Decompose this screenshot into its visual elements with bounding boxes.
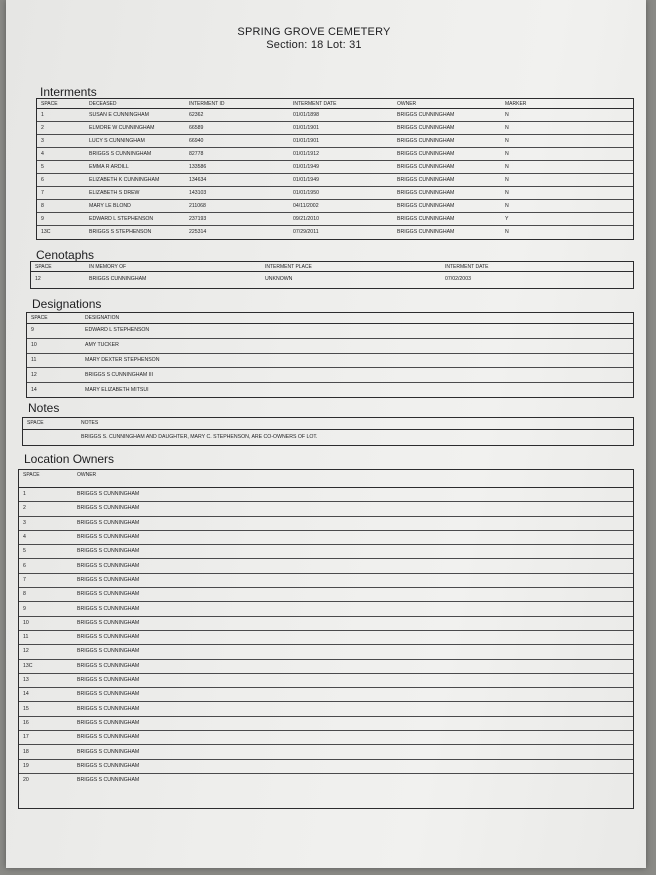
table-cell: 01/01/1901 [293,124,319,131]
space-cell: 9 [23,605,26,612]
space-cell: 9 [41,215,44,222]
table-cell: EDWARD L STEPHENSON [85,327,150,334]
table-cell: BRIGGS S CUNNINGHAM [77,591,140,598]
space-cell: 20 [23,777,29,784]
table-cell: BRIGGS CUNNINGHAM [397,111,455,118]
table-cell: UNKNOWN [265,276,293,282]
table-cell: 04/11/2002 [293,202,319,209]
table-cell: ELIZABETH K CUNNINGHAM [89,176,160,183]
space-cell: 12 [35,276,41,282]
table-cell: BRIGGS S CUNNINGHAM [77,491,140,498]
table-row [37,160,633,174]
table-cell: BRIGGS S CUNNINGHAM [77,576,140,583]
space-cell: 13C [23,662,33,669]
table-cell: 133586 [189,163,207,170]
space-cell: 3 [41,137,44,144]
interments-table [36,98,634,240]
table-cell: BRIGGS CUNNINGHAM [89,276,147,282]
space-cell: 17 [23,734,29,741]
table-row [19,702,633,717]
column-header: DECEASED [89,101,117,107]
interments-heading: Interments [40,85,97,99]
table-cell: 82778 [189,150,204,157]
table-row [19,616,633,631]
space-cell: 14 [23,691,29,698]
table-cell: BRIGGS CUNNINGHAM [397,163,455,170]
table-cell: BRIGGS S CUNNINGHAM [77,619,140,626]
table-cell: BRIGGS S CUNNINGHAM III [85,371,154,378]
table-row [37,199,633,213]
table-cell: N [505,163,509,170]
table-row [19,601,633,616]
table-cell: 01/01/1912 [293,150,319,157]
table-row [23,429,633,444]
table-cell: BRIGGS S CUNNINGHAM [77,777,140,784]
table-cell: BRIGGS S CUNNINGHAM [77,691,140,698]
table-cell: 01/01/1901 [293,137,319,144]
location-owners-heading: Location Owners [24,452,115,466]
table-row [19,644,633,659]
column-header: SPACE [35,264,52,270]
table-header [19,470,633,488]
column-header: DESIGNATION [85,315,120,321]
table-cell: 01/01/1898 [293,111,319,118]
table-cell: BRIGGS S STEPHENSON [89,228,152,235]
space-cell: 6 [41,176,44,183]
cenotaphs-heading: Cenotaphs [36,248,95,262]
column-header: SPACE [41,101,58,107]
space-cell: 11 [23,634,29,641]
space-cell: 1 [23,491,26,498]
table-cell: BRIGGS CUNNINGHAM [397,228,455,235]
table-cell: BRIGGS S CUNNINGHAM [77,519,140,526]
space-cell: 16 [23,719,29,726]
table-cell: EMMA R ARDILL [89,163,129,170]
table-row [19,516,633,531]
space-cell: 12 [23,648,29,655]
notes-heading: Notes [28,401,60,415]
document-page [6,0,646,868]
column-header: SPACE [31,315,48,321]
table-cell: BRIGGS CUNNINGHAM [397,176,455,183]
table-cell: 09/21/2010 [293,215,319,222]
table-cell: BRIGGS CUNNINGHAM [397,137,455,144]
space-cell: 8 [23,591,26,598]
table-cell: 225314 [189,228,207,235]
table-cell: ELIZABETH S DREW [89,189,140,196]
table-row [19,730,633,745]
space-cell: 9 [31,327,34,334]
table-cell: 211068 [189,202,206,209]
space-cell: 13C [41,228,51,235]
column-header: INTERMENT DATE [293,101,337,107]
table-cell: BRIGGS S CUNNINGHAM [77,705,140,712]
table-cell: BRIGGS CUNNINGHAM [397,189,455,196]
table-cell: 01/01/1949 [293,176,319,183]
space-cell: 4 [41,150,44,157]
table-cell: 66589 [189,124,204,131]
table-cell: BRIGGS S CUNNINGHAM [77,662,140,669]
space-cell: 7 [41,189,44,196]
table-row [19,530,633,545]
table-cell: BRIGGS S. CUNNINGHAM AND DAUGHTER, MARY C. STEPHENSON, ARE CO-OWNERS OF LOT. [81,433,318,440]
space-cell: 5 [23,548,26,555]
notes-table [22,417,634,446]
table-cell: 01/01/1949 [293,163,319,170]
table-cell: BRIGGS CUNNINGHAM [397,215,455,222]
table-cell: 01/01/1950 [293,189,319,196]
space-cell: 12 [31,371,37,378]
cenotaphs-table [30,261,634,289]
table-cell: 66940 [189,137,204,144]
table-row [19,573,633,588]
space-cell: 13 [23,677,29,684]
space-cell: 6 [23,562,26,569]
designations-heading: Designations [32,297,102,311]
column-header: IN MEMORY OF [89,264,127,270]
table-row [19,744,633,759]
column-header: OWNER [77,472,97,478]
space-cell: 14 [31,386,37,393]
space-cell: 1 [41,111,44,118]
table-cell: BRIGGS S CUNNINGHAM [77,748,140,755]
table-cell: SUSAN E CUNNINGHAM [89,111,149,118]
table-row [27,367,633,383]
table-row [19,630,633,645]
space-cell: 10 [23,619,29,626]
location-owners-table [18,469,634,809]
table-row [37,121,633,135]
table-cell: N [505,189,509,196]
document-title: SPRING GROVE CEMETERY [237,26,391,38]
space-cell: 18 [23,748,29,755]
space-cell: 2 [41,124,44,131]
table-cell: LUCY S CUNNINGHAM [89,137,145,144]
table-row [19,773,633,787]
table-row [27,323,633,339]
column-header: NOTES [81,420,99,426]
table-cell: 07/29/2011 [293,228,319,235]
table-cell: BRIGGS S CUNNINGHAM [77,677,140,684]
table-row [37,225,633,238]
table-row [37,134,633,148]
table-cell: BRIGGS S CUNNINGHAM [77,562,140,569]
designations-table [26,312,634,398]
table-row [37,212,633,226]
space-cell: 10 [31,342,37,349]
table-cell: BRIGGS S CUNNINGHAM [77,648,140,655]
table-cell: BRIGGS S CUNNINGHAM [77,734,140,741]
table-row [19,587,633,602]
table-row [37,108,633,122]
column-header: SPACE [23,472,40,478]
space-cell: 11 [31,356,37,363]
table-cell: N [505,111,509,118]
table-cell: BRIGGS CUNNINGHAM [397,150,455,157]
table-row [19,716,633,731]
space-cell: 2 [23,505,26,512]
table-row [19,559,633,574]
column-header: INTERMENT DATE [445,264,489,270]
table-cell: BRIGGS S CUNNINGHAM [77,548,140,555]
table-row [19,659,633,674]
table-cell: BRIGGS CUNNINGHAM [397,202,455,209]
table-cell: MARY DEXTER STEPHENSON [85,356,160,363]
space-cell: 19 [23,762,29,769]
table-cell: BRIGGS S CUNNINGHAM [89,150,152,157]
table-cell: AMY TUCKER [85,342,119,349]
table-cell: 62362 [189,111,204,118]
table-row [27,353,633,369]
table-cell: BRIGGS CUNNINGHAM [397,124,455,131]
table-cell: MARY ELIZABETH MITSUI [85,386,149,393]
space-cell: 15 [23,705,29,712]
table-cell: N [505,124,509,131]
column-header: INTERMENT PLACE [265,264,312,270]
table-row [19,673,633,688]
table-cell: BRIGGS S CUNNINGHAM [77,605,140,612]
table-cell: 134634 [189,176,207,183]
table-cell: ELMORE W CUNNINGHAM [89,124,155,131]
table-cell: N [505,137,509,144]
space-cell: 8 [41,202,44,209]
table-row [37,147,633,161]
table-cell: N [505,202,509,209]
space-cell: 3 [23,519,26,526]
table-cell: N [505,228,509,235]
table-row [19,487,633,502]
table-row [37,173,633,187]
table-cell: EDWARD L STEPHENSON [89,215,154,222]
table-row [27,338,633,354]
space-cell: 7 [23,576,26,583]
table-row [31,271,633,287]
table-row [19,687,633,702]
space-cell: 5 [41,163,44,170]
column-header: OWNER [397,101,417,107]
column-header: INTERMENT ID [189,101,225,107]
space-cell: 4 [23,534,26,541]
document-subtitle: Section: 18 Lot: 31 [266,39,362,51]
table-cell: BRIGGS S CUNNINGHAM [77,505,140,512]
table-cell: N [505,150,509,157]
table-row [19,544,633,559]
table-cell: 237193 [189,215,207,222]
column-header: MARKER [505,101,527,107]
table-row [27,382,633,397]
table-row [19,501,633,516]
table-row [37,186,633,200]
table-cell: BRIGGS S CUNNINGHAM [77,719,140,726]
table-cell: N [505,176,509,183]
table-row [19,759,633,774]
table-cell: 143103 [189,189,207,196]
table-cell: 07/02/2003 [445,276,471,282]
table-cell: Y [505,215,509,222]
table-cell: BRIGGS S CUNNINGHAM [77,534,140,541]
table-cell: MARY LE BLOND [89,202,131,209]
column-header: SPACE [27,420,44,426]
table-cell: BRIGGS S CUNNINGHAM [77,762,140,769]
table-cell: BRIGGS S CUNNINGHAM [77,634,140,641]
